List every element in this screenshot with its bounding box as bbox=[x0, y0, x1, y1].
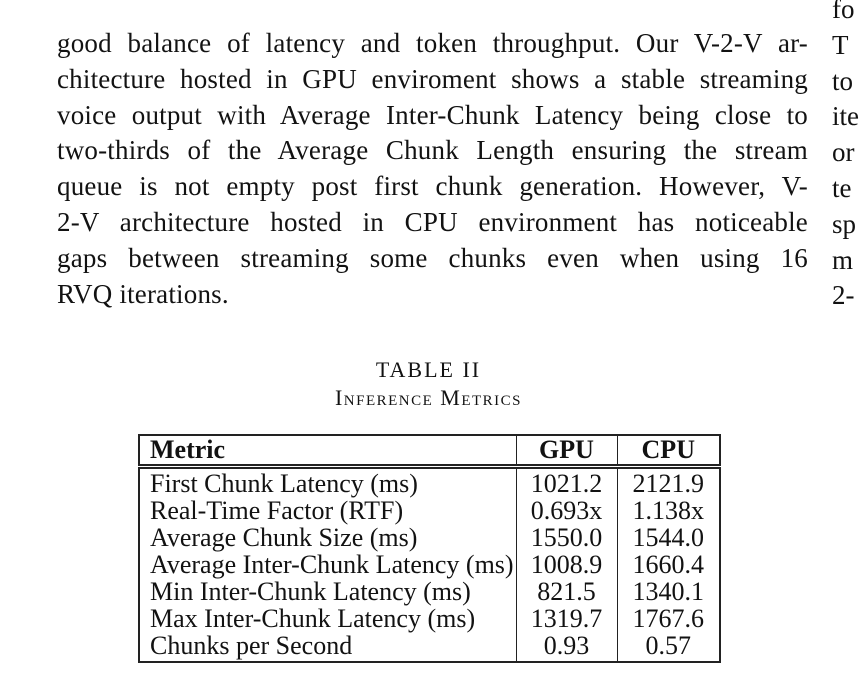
gpu-value: 1021.2 bbox=[516, 467, 617, 498]
cpu-value: 1767.6 bbox=[617, 605, 720, 632]
table-row bbox=[139, 632, 720, 662]
right-column-fragment: m bbox=[832, 244, 854, 275]
table-header-row bbox=[139, 435, 720, 467]
table-row bbox=[139, 605, 720, 632]
right-column-fragments bbox=[832, 0, 863, 314]
table-caption-number: TABLE II bbox=[375, 357, 482, 382]
column-header-metric: Metric bbox=[139, 435, 516, 467]
metric-name: Chunks per Second bbox=[150, 631, 353, 660]
right-column-fragment: to bbox=[832, 65, 854, 96]
cpu-value: 0.57 bbox=[617, 632, 720, 662]
right-column-fragment: or bbox=[832, 137, 855, 168]
paragraph-line: RVQ iterations. bbox=[57, 278, 229, 309]
gpu-value: 0.693x bbox=[516, 497, 617, 524]
gpu-value: 1319.7 bbox=[516, 605, 617, 632]
metric-name: Average Inter-Chunk Latency (ms) bbox=[150, 550, 514, 579]
gpu-value: 1550.0 bbox=[516, 524, 617, 551]
right-column-fragment: T bbox=[832, 29, 849, 60]
paragraph-line: chitecture hosted in GPU enviroment shows a stable streaming bbox=[57, 63, 808, 94]
metric-name: Max Inter-Chunk Latency (ms) bbox=[150, 604, 476, 633]
body-paragraph bbox=[57, 26, 808, 312]
paragraph-line: 2-V architecture hosted in CPU environment has noticeable bbox=[57, 206, 808, 237]
table-row bbox=[139, 467, 720, 498]
right-column-fragment: ite bbox=[832, 101, 859, 132]
gpu-value: 1008.9 bbox=[516, 551, 617, 578]
gpu-value: 821.5 bbox=[516, 578, 617, 605]
right-column-fragment: te bbox=[832, 172, 852, 203]
paragraph-line: good balance of latency and token throughput. Our V-2-V ar- bbox=[57, 28, 808, 58]
table-row bbox=[139, 551, 720, 578]
table-caption-title: Inference Metrics bbox=[334, 385, 523, 410]
column-header-gpu: GPU bbox=[516, 435, 617, 467]
right-column-fragment: fo bbox=[832, 0, 855, 24]
metric-name: Real-Time Factor (RTF) bbox=[150, 496, 404, 525]
cpu-value: 1660.4 bbox=[617, 551, 720, 578]
right-column-fragment: sp bbox=[832, 208, 857, 239]
right-column-fragment: 2- bbox=[832, 280, 855, 311]
table-row bbox=[139, 578, 720, 605]
cpu-value: 1340.1 bbox=[617, 578, 720, 605]
gpu-value: 0.93 bbox=[516, 632, 617, 662]
paragraph-line: two-thirds of the Average Chunk Length ensuring the stream bbox=[57, 135, 808, 166]
cpu-value: 1.138x bbox=[617, 497, 720, 524]
cpu-value: 1544.0 bbox=[617, 524, 720, 551]
paragraph-line: gaps between streaming some chunks even when using 16 bbox=[57, 242, 808, 273]
metric-name: Min Inter-Chunk Latency (ms) bbox=[150, 577, 471, 606]
table-row bbox=[139, 524, 720, 551]
inference-metrics-table bbox=[138, 434, 721, 663]
paragraph-line: voice output with Average Inter-Chunk Latency being close to bbox=[57, 99, 808, 130]
column-header-cpu: CPU bbox=[617, 435, 720, 467]
table-row bbox=[139, 497, 720, 524]
table-caption bbox=[138, 357, 719, 411]
metric-name: First Chunk Latency (ms) bbox=[150, 469, 418, 498]
cpu-value: 2121.9 bbox=[617, 467, 720, 498]
paragraph-line: queue is not empty post first chunk generation. However, V- bbox=[57, 171, 808, 202]
metric-name: Average Chunk Size (ms) bbox=[150, 523, 418, 552]
